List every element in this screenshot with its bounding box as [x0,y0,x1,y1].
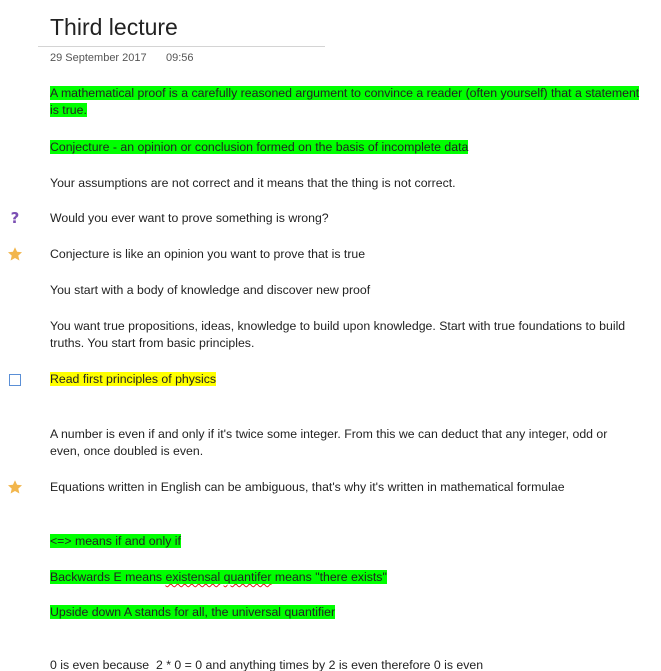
highlighted-text: Upside down A stands for all, the universal quantifier [50,605,336,619]
note-paragraph-body-of-knowledge[interactable]: You start with a body of knowledge and discover new proof [50,283,371,297]
note-paragraph-equations-english[interactable]: Equations written in English can be ambiguous, that's why it's written in mathematical formulae [50,480,565,494]
note-paragraph-first-principles[interactable] [50,371,640,388]
important-tag[interactable] [5,477,25,497]
highlighted-text: <=> means if and only if [50,534,181,548]
page-title[interactable]: Third lecture [50,14,178,40]
note-paragraph-assumptions[interactable]: Your assumptions are not correct and it means that the thing is not correct. [50,176,456,190]
note-paragraph-true-propositions[interactable]: You want true propositions, ideas, knowledge to build upon knowledge. Start with true foundations to build truths. You start from basic principles. [50,319,626,350]
highlighted-text: Conjecture - an opinion or conclusion formed on the basis of incomplete data [50,140,469,154]
text-segment: Backwards E means [50,570,166,584]
note-paragraph-existential-quantifier[interactable] [50,569,640,586]
note-paragraph-prove-wrong[interactable]: Would you ever want to prove something is wrong? [50,211,329,225]
page-date: 29 September 2017 [50,52,147,64]
page-time: 09:56 [166,52,194,64]
important-tag[interactable] [5,244,25,264]
highlighted-text: A mathematical proof is a carefully reasoned argument to convince a reader (often yourself) that a statement is true. [50,86,640,117]
todo-checkbox[interactable] [5,370,25,390]
note-paragraph-conjecture-definition[interactable] [50,139,640,156]
misspelled-word[interactable]: quantifer [223,570,272,584]
highlighted-text: Read first principles of physics [50,372,217,386]
misspelled-word[interactable]: existensal [165,570,221,584]
text-segment: means "there exists" [271,570,387,584]
title-divider [38,46,325,47]
checkbox-icon [9,374,21,386]
highlighted-text [50,570,387,584]
note-paragraph-iff-symbol[interactable] [50,533,640,550]
star-icon [7,479,23,495]
question-icon: ? [10,209,20,227]
note-paragraph-universal-quantifier[interactable] [50,604,640,621]
star-icon [7,246,23,262]
note-paragraph-zero-even[interactable]: 0 is even because 2 * 0 = 0 and anything times by 2 is even therefore 0 is even [50,658,484,671]
question-tag[interactable] [5,208,25,228]
note-paragraph-conjecture-opinion[interactable]: Conjecture is like an opinion you want to prove that is true [50,247,366,261]
note-paragraph-even-number[interactable]: A number is even if and only if it's twice some integer. From this we can deduct that any integer, odd or even, once doubled is even. [50,427,608,458]
note-paragraph-proof-definition[interactable] [50,85,640,119]
